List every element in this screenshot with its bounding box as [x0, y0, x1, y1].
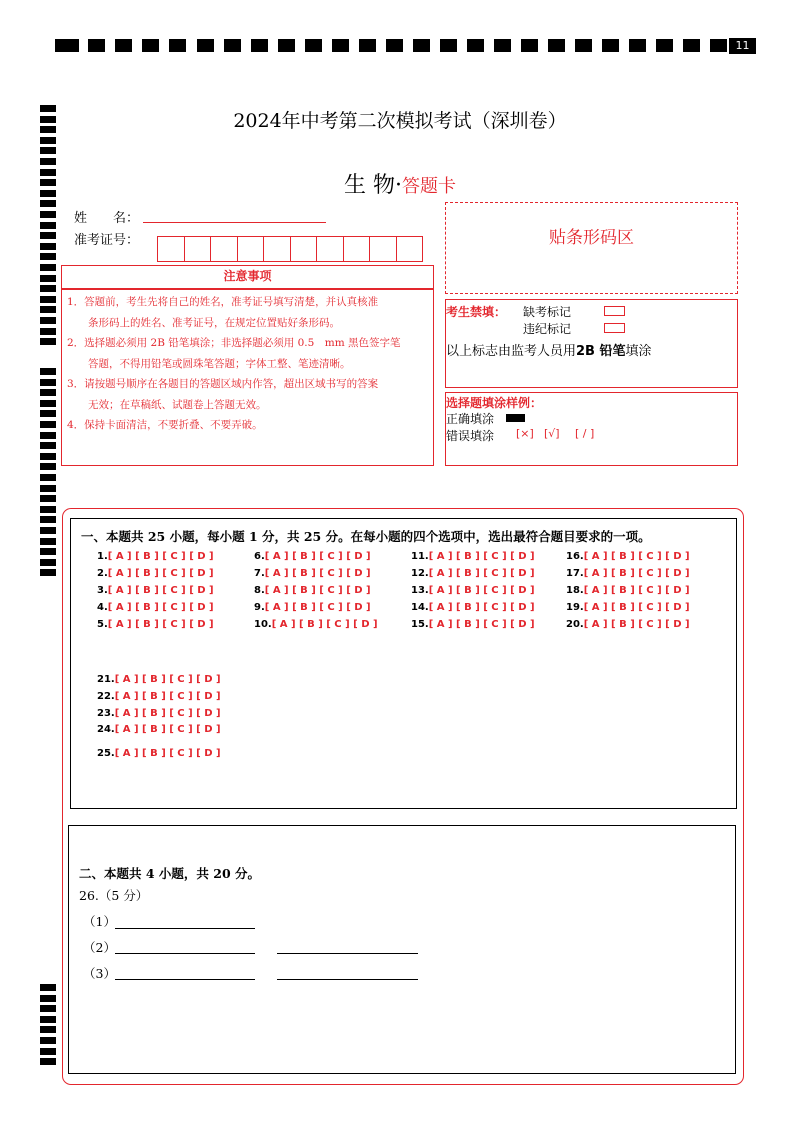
correct-fill-sample [506, 414, 525, 422]
answer-options[interactable]: [ A ] [ B ] [ C ] [ D ] [114, 748, 221, 759]
mcq-item[interactable] [97, 691, 221, 702]
notice-title: 注意事项 [223, 269, 272, 283]
timing-mark [548, 39, 565, 52]
side-mark [40, 400, 56, 407]
exam-title: 2024年中考第二次模拟考试（深圳卷） [233, 110, 567, 132]
question-number: 21. [97, 674, 115, 685]
mcq-item[interactable] [254, 568, 371, 579]
question-number: 5. [97, 619, 108, 630]
answer-options[interactable]: [ A ] [ B ] [ C ] [ D ] [107, 619, 214, 630]
question-number: 14. [411, 602, 429, 613]
side-mark [40, 432, 56, 439]
mcq-item[interactable] [97, 748, 221, 759]
side-mark [40, 317, 56, 324]
question-number: 6. [254, 551, 265, 562]
mcq-item[interactable] [566, 602, 690, 613]
answer-options[interactable]: [ A ] [ B ] [ C ] [ D ] [107, 602, 214, 613]
timing-mark [332, 39, 349, 52]
side-mark [40, 410, 56, 417]
notice-item: 条形码上的姓名、准考证号，在规定位置贴好条形码。 [67, 316, 340, 329]
timing-mark [656, 39, 673, 52]
wrong-mark-2: [√] [544, 427, 560, 440]
side-mark [40, 222, 56, 229]
wrong-fill-label: 错误填涂 [446, 429, 495, 443]
timing-mark [88, 39, 105, 52]
question-number: 17. [566, 568, 584, 579]
mcq-item[interactable] [254, 619, 378, 630]
answer-options[interactable]: [ A ] [ B ] [ C ] [ D ] [271, 619, 378, 630]
timing-mark [359, 39, 376, 52]
exam-id-grid[interactable] [157, 236, 423, 262]
timing-mark [278, 39, 295, 52]
side-mark [40, 158, 56, 165]
timing-mark [251, 39, 268, 52]
examiner-only-box [445, 299, 738, 388]
answer-options[interactable]: [ A ] [ B ] [ C ] [ D ] [114, 724, 221, 735]
timing-mark [467, 39, 484, 52]
timing-mark [55, 39, 79, 52]
fill-sample-title: 选择题填涂样例： [446, 396, 543, 410]
mcq-item[interactable] [411, 568, 535, 579]
side-mark [40, 1005, 56, 1012]
q26-part-1-answer-line[interactable] [115, 928, 255, 929]
question-number: 20. [566, 619, 584, 630]
timing-mark [142, 39, 159, 52]
q26-part-2-answer-line-b[interactable] [277, 953, 418, 954]
wrong-mark-3: [ / ] [575, 427, 595, 440]
side-mark [40, 306, 56, 313]
timing-mark [386, 39, 403, 52]
side-mark [40, 211, 56, 218]
timing-mark [197, 39, 214, 52]
exam-id-label: 准考证号： [74, 233, 140, 248]
side-mark [40, 527, 56, 534]
answer-options[interactable]: [ A ] [ B ] [ C ] [ D ] [583, 551, 690, 562]
answer-options[interactable]: [ A ] [ B ] [ C ] [ D ] [428, 619, 535, 630]
question-26-label: 26.（5 分） [79, 888, 149, 903]
question-number: 11. [411, 551, 429, 562]
section1-box [70, 518, 737, 809]
q26-part-1: （1） [83, 914, 116, 929]
side-mark [40, 147, 56, 154]
side-mark [40, 379, 56, 386]
side-mark [40, 984, 56, 991]
page-number-badge: 11 [729, 38, 756, 54]
side-mark [40, 569, 56, 576]
violation-mark-box[interactable] [604, 323, 625, 333]
name-label: 姓 名： [74, 211, 140, 226]
question-number: 2. [97, 568, 108, 579]
answer-options[interactable]: [ A ] [ B ] [ C ] [ D ] [114, 708, 221, 719]
answer-options[interactable]: [ A ] [ B ] [ C ] [ D ] [107, 551, 214, 562]
side-mark [40, 548, 56, 555]
timing-mark [494, 39, 511, 52]
question-number: 1. [97, 551, 108, 562]
side-mark [40, 200, 56, 207]
question-number: 18. [566, 585, 584, 596]
notice-box [61, 289, 434, 466]
examiner-note [446, 340, 652, 359]
mcq-item[interactable] [97, 602, 214, 613]
side-mark [40, 264, 56, 271]
mcq-item[interactable] [411, 585, 535, 596]
side-mark [40, 389, 56, 396]
side-mark [40, 275, 56, 282]
notice-item: 1．答题前，考生先将自己的姓名，准考证号填写清楚，并认真核准 [67, 296, 379, 308]
side-mark [40, 137, 56, 144]
notice-title-box [61, 265, 434, 289]
side-mark [40, 285, 56, 292]
mcq-item[interactable] [566, 568, 690, 579]
timing-mark [710, 39, 727, 52]
answer-options[interactable]: [ A ] [ B ] [ C ] [ D ] [428, 551, 535, 562]
subject-dot: · [395, 173, 402, 198]
subject-line [0, 168, 800, 199]
side-mark [40, 453, 56, 460]
answer-options[interactable]: [ A ] [ B ] [ C ] [ D ] [114, 674, 221, 685]
correct-fill-label: 正确填涂 [446, 412, 495, 426]
timing-mark [683, 39, 700, 52]
mcq-item[interactable] [97, 568, 214, 579]
answer-options[interactable]: [ A ] [ B ] [ C ] [ D ] [107, 568, 214, 579]
notice-item: 答题，不得用铅笔或圆珠笔答题；字体工整、笔迹清晰。 [67, 357, 351, 370]
question-number: 7. [254, 568, 265, 579]
question-number: 24. [97, 724, 115, 735]
question-number: 13. [411, 585, 429, 596]
side-mark [40, 995, 56, 1002]
timing-mark [115, 39, 132, 52]
mcq-item[interactable] [566, 585, 690, 596]
mcq-item[interactable] [97, 674, 221, 685]
timing-mark [629, 39, 646, 52]
section2-heading: 二、本题共 4 小题，共 20 分。 [79, 866, 261, 881]
question-number: 25. [97, 748, 115, 759]
notice-item: 无效；在草稿纸、试题卷上答题无效。 [67, 398, 267, 411]
notice-list [67, 292, 401, 436]
answer-options[interactable]: [ A ] [ B ] [ C ] [ D ] [264, 568, 371, 579]
mcq-item[interactable] [97, 619, 214, 630]
wrong-mark-1: [×] [516, 427, 534, 440]
q26-part-3: （3） [83, 966, 116, 981]
mcq-item[interactable] [566, 551, 690, 562]
timing-mark [521, 39, 538, 52]
notice-item: 4．保持卡面清洁，不要折叠、不要弄破。 [67, 419, 263, 431]
side-mark [40, 421, 56, 428]
side-mark [40, 1048, 56, 1055]
answer-options[interactable]: [ A ] [ B ] [ C ] [ D ] [264, 585, 371, 596]
examiner-note-prefix: 以上标志由监考人员用 [446, 344, 577, 359]
examiner-note-suffix: 填涂 [625, 344, 652, 359]
timing-mark [440, 39, 457, 52]
answer-options[interactable]: [ A ] [ B ] [ C ] [ D ] [583, 585, 690, 596]
mcq-item[interactable] [97, 724, 221, 735]
mcq-item[interactable] [97, 551, 214, 562]
violation-label: 违纪标记 [523, 322, 572, 336]
mcq-item[interactable] [411, 619, 535, 630]
question-number: 23. [97, 708, 115, 719]
answer-options[interactable]: [ A ] [ B ] [ C ] [ D ] [264, 602, 371, 613]
side-mark [40, 328, 56, 335]
examiner-only-title: 考生禁填： [446, 305, 507, 319]
q26-part-3-answer-line-a[interactable] [115, 979, 255, 980]
side-mark [40, 559, 56, 566]
side-mark [40, 243, 56, 250]
answer-options[interactable]: [ A ] [ B ] [ C ] [ D ] [264, 551, 371, 562]
side-mark [40, 516, 56, 523]
mcq-item[interactable] [97, 708, 221, 719]
mcq-item[interactable] [97, 585, 214, 596]
side-mark [40, 338, 56, 345]
subject-name: 生 物 [344, 173, 395, 198]
mcq-item[interactable] [411, 602, 535, 613]
side-mark [40, 463, 56, 470]
examiner-note-pencil: 2B 铅笔 [576, 344, 626, 359]
question-number: 9. [254, 602, 265, 613]
section2-box [68, 825, 736, 1074]
mcq-item[interactable] [411, 551, 535, 562]
side-mark [40, 253, 56, 260]
answer-options[interactable]: [ A ] [ B ] [ C ] [ D ] [583, 602, 690, 613]
question-number: 19. [566, 602, 584, 613]
notice-item: 2．选择题必须用 2B 铅笔填涂；非选择题必须用 0.5 mm 黑色签字笔 [67, 337, 401, 349]
timing-mark [602, 39, 619, 52]
question-number: 10. [254, 619, 272, 630]
notice-item: 3．请按题号顺序在各题目的答题区域内作答，超出区域书写的答案 [67, 378, 379, 390]
side-mark [40, 538, 56, 545]
barcode-area [445, 202, 738, 294]
answer-options[interactable]: [ A ] [ B ] [ C ] [ D ] [583, 619, 690, 630]
side-mark [40, 495, 56, 502]
timing-mark [413, 39, 430, 52]
timing-mark [575, 39, 592, 52]
section1-heading: 一、本题共 25 小题，每小题 1 分，共 25 分。在每小题的四个选项中，选出最符合题目要求的一项。 [81, 529, 651, 544]
side-mark [40, 506, 56, 513]
barcode-label: 贴条形码区 [549, 228, 634, 248]
answer-options[interactable]: [ A ] [ B ] [ C ] [ D ] [107, 585, 214, 596]
mcq-item[interactable] [254, 585, 371, 596]
side-mark [40, 1058, 56, 1065]
question-number: 4. [97, 602, 108, 613]
answer-options[interactable]: [ A ] [ B ] [ C ] [ D ] [428, 585, 535, 596]
side-mark [40, 442, 56, 449]
timing-mark [224, 39, 241, 52]
side-mark [40, 232, 56, 239]
side-mark [40, 474, 56, 481]
q26-part-2: （2） [83, 940, 116, 955]
side-mark [40, 1026, 56, 1033]
side-mark [40, 368, 56, 375]
timing-mark [169, 39, 186, 52]
answer-options[interactable]: [ A ] [ B ] [ C ] [ D ] [583, 568, 690, 579]
fill-sample-box [445, 392, 738, 466]
answer-options[interactable]: [ A ] [ B ] [ C ] [ D ] [428, 568, 535, 579]
absent-mark-box[interactable] [604, 306, 625, 316]
q26-part-2-answer-line-a[interactable] [115, 953, 255, 954]
side-mark [40, 296, 56, 303]
question-number: 12. [411, 568, 429, 579]
question-number: 3. [97, 585, 108, 596]
question-number: 16. [566, 551, 584, 562]
question-number: 15. [411, 619, 429, 630]
absent-label: 缺考标记 [523, 305, 572, 319]
answer-options[interactable]: [ A ] [ B ] [ C ] [ D ] [428, 602, 535, 613]
side-mark [40, 1016, 56, 1023]
q26-part-3-answer-line-b[interactable] [277, 979, 418, 980]
side-mark [40, 1037, 56, 1044]
mcq-item[interactable] [254, 551, 371, 562]
question-number: 8. [254, 585, 265, 596]
timing-mark [305, 39, 322, 52]
mcq-item[interactable] [566, 619, 690, 630]
answer-card-label: 答题卡 [402, 176, 456, 197]
question-number: 22. [97, 691, 115, 702]
side-mark [40, 485, 56, 492]
top-timing-marks [55, 39, 755, 52]
mcq-item[interactable] [254, 602, 371, 613]
name-field[interactable] [143, 222, 326, 223]
answer-options[interactable]: [ A ] [ B ] [ C ] [ D ] [114, 691, 221, 702]
